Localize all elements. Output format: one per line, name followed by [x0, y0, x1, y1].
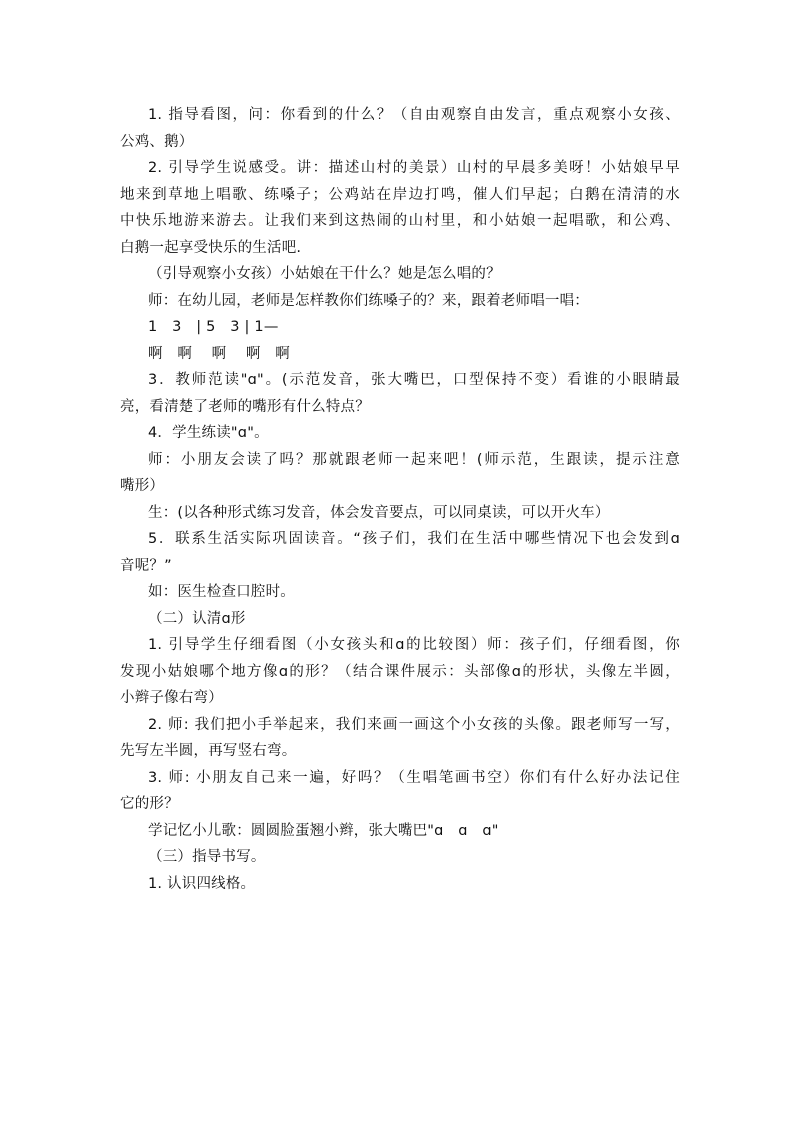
document-body	[120, 102, 680, 897]
text-line: 1. 认识四线格。	[148, 875, 256, 892]
text-line: 4．学生练读"ɑ"。	[148, 425, 269, 441]
text-line: 地来到草地上唱歌、练嗓子；公鸡站在岸边打鸣，催人们早起；白鹅在清清的水	[120, 186, 680, 203]
text-line: 2. 引导学生说感受。讲：描述山村的美景）山村的早晨多美呀！小姑娘早早	[148, 160, 680, 176]
text-line: 师：小朋友会读了吗？那就跟老师一起来吧！(师示范，生跟读，提示注意	[148, 451, 680, 468]
text-line: 生：(以各种形式练习发音，体会发音要点，可以同桌读，可以开火车）	[148, 504, 610, 521]
text-line: 嘴形）	[120, 478, 165, 494]
text-line: 如：医生检查口腔时。	[148, 584, 295, 600]
text-line: 1. 引导学生仔细看图（小女孩头和ɑ的比较图）师：孩子们，仔细看图，你	[148, 637, 680, 653]
text-line: （引导观察小女孩）小姑娘在干什么？她是怎么唱的？	[148, 266, 501, 282]
text-line: 发现小姑娘哪个地方像ɑ的形？（结合课件展示：头部像ɑ的形状，头像左半圆，	[120, 663, 680, 680]
text-line: 3. 师: 小朋友自己来一遍，好吗？（生唱笔画书空）你们有什么好办法记住	[148, 769, 680, 786]
text-line: 中快乐地游来游去。让我们来到这热闹的山村里，和小姑娘一起唱歌，和公鸡、	[120, 213, 680, 229]
text-line: 1. 指导看图，问：你看到的什么？（自由观察自由发言，重点观察小女孩、	[148, 107, 680, 123]
text-line: 先写左半圆，再写竖右弯。	[120, 743, 297, 759]
text-line: 亮，看清楚了老师的嘴形有什么特点？	[120, 398, 370, 415]
text-line: 小辫子像右弯）	[120, 690, 223, 706]
text-line: 音呢？”	[120, 557, 172, 574]
text-line: 师：在幼儿园，老师是怎样教你们练嗓子的？来，跟着老师唱一唱：	[148, 292, 589, 309]
text-line: 啊 啊 啊 啊 啊	[148, 345, 290, 362]
text-line: 3．教师范读"ɑ"。(示范发音，张大嘴巴，口型保持不变）看谁的小眼睛最	[148, 372, 680, 388]
text-line: 学记忆小儿歌：圆圆脸蛋翘小辫，张大嘴巴"ɑ ɑ ɑ"	[148, 822, 499, 839]
text-line: 1 3 | 5 3 | 1—	[148, 319, 279, 335]
text-line: （二）认清ɑ形	[148, 610, 246, 627]
text-line: 白鹅一起享受快乐的生活吧.	[120, 239, 302, 256]
text-line: 它的形？	[120, 796, 179, 812]
text-line: 2. 师: 我们把小手举起来，我们来画一画这个小女孩的头像。跟老师写一写，	[148, 716, 680, 733]
text-line: 公鸡、鹅）	[120, 133, 194, 150]
text-line: （三）指导书写。	[148, 849, 266, 865]
text-line: 5．联系生活实际巩固读音。“孩子们，我们在生活中哪些情况下也会发到ɑ	[148, 531, 680, 547]
